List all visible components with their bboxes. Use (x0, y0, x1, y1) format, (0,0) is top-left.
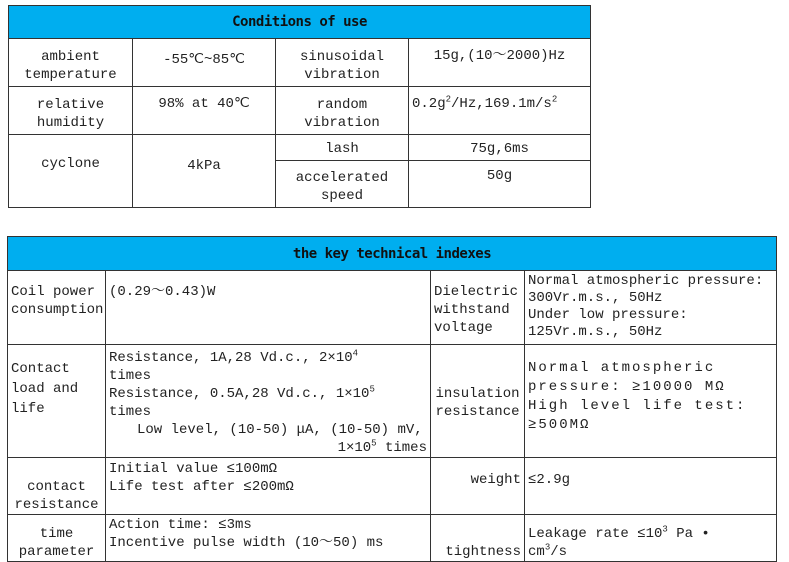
sinusoidal-label: sinusoidal vibration (276, 39, 409, 87)
time-label: time parameter (8, 515, 106, 562)
dielectric-normal: Normal atmospheric pressure: (528, 273, 764, 289)
tightness-a: Leakage rate ≤10 (528, 526, 663, 542)
load-2b: times (109, 404, 152, 420)
tightness-b: Pa • (667, 526, 710, 542)
random-value-b: /Hz,169.1m/s (451, 96, 552, 112)
time-action: Action time: ≤3ms (109, 517, 252, 533)
accel-value: 50g (409, 161, 591, 208)
tightness-label: tightness (431, 515, 525, 562)
load-1-exp: 4 (352, 348, 359, 359)
ambient-label: ambient temperature (9, 39, 133, 87)
tightness-d: /s (550, 544, 568, 560)
insulation-value: Normal atmospheric pressure: ≥10000 MΩ High level life test: ≥500MΩ (525, 345, 777, 458)
weight-value: ≤2.9g (525, 458, 777, 515)
contact-load-label: Contact load and life (8, 345, 106, 458)
load-2-exp: 5 (369, 384, 375, 395)
sinusoidal-value: 15g,(10～2000)Hz (409, 39, 591, 87)
contact-res-initial: Initial value ≤100mΩ (109, 461, 278, 477)
weight-label: weight (431, 458, 525, 515)
time-pulse: Incentive pulse width (10～50) ms (109, 535, 384, 551)
coil-value: (0.29～0.43)W (106, 271, 431, 345)
dielectric-normal-value: 300Vr.m.s., 50Hz (528, 290, 663, 306)
load-4-exp: 5 (371, 438, 377, 449)
tightness-c-exp: 3 (544, 542, 551, 553)
humidity-label: relative humidity (9, 87, 133, 135)
random-value: $0.2g^2/Hz,169.1m/s^2$ (409, 87, 591, 135)
conditions-title: Conditions of use (9, 6, 591, 39)
lash-value: 75g,6ms (409, 135, 591, 161)
contact-res-value (106, 458, 431, 515)
accel-label: accelerated speed (276, 161, 409, 208)
contact-load-value (106, 345, 431, 458)
dielectric-value (525, 271, 777, 345)
cyclone-value: 4kPa (133, 135, 276, 208)
tightness-exp: 3 (662, 524, 668, 535)
time-value (106, 515, 431, 562)
load-1b: times (109, 368, 152, 384)
indexes-title: the key technical indexes (8, 237, 777, 271)
humidity-value: 98% at 40℃ (133, 87, 276, 135)
load-4: 1×10 (337, 440, 372, 456)
indexes-table (7, 236, 777, 562)
contact-res-life: Life test after ≤200mΩ (109, 479, 294, 495)
conditions-table (8, 5, 591, 208)
ambient-value: -55℃~85℃ (133, 39, 276, 87)
dielectric-low-value: 125Vr.m.s., 50Hz (528, 324, 663, 340)
tightness-value (525, 515, 777, 562)
dielectric-low: Under low pressure: (528, 307, 688, 323)
lash-label: lash (276, 135, 409, 161)
load-2: Resistance, 0.5A,28 Vd.c., 1×10 (109, 386, 370, 402)
random-label: random vibration (276, 87, 409, 135)
dielectric-label: Dielectric withstand voltage (431, 271, 525, 345)
contact-res-label: contact resistance (8, 458, 106, 515)
coil-label: Coil power consumption (8, 271, 106, 345)
insulation-label: insulation resistance (431, 345, 525, 458)
load-1: Resistance, 1A,28 Vd.c., 2×10 (109, 350, 353, 366)
load-3: Low level, (10-50) μA, (10-50) mV, (137, 422, 423, 438)
cyclone-label: cyclone (9, 135, 133, 208)
random-value-a: 0.2g (412, 96, 446, 112)
load-4b: times (376, 440, 427, 456)
tightness-c: cm (528, 544, 545, 560)
